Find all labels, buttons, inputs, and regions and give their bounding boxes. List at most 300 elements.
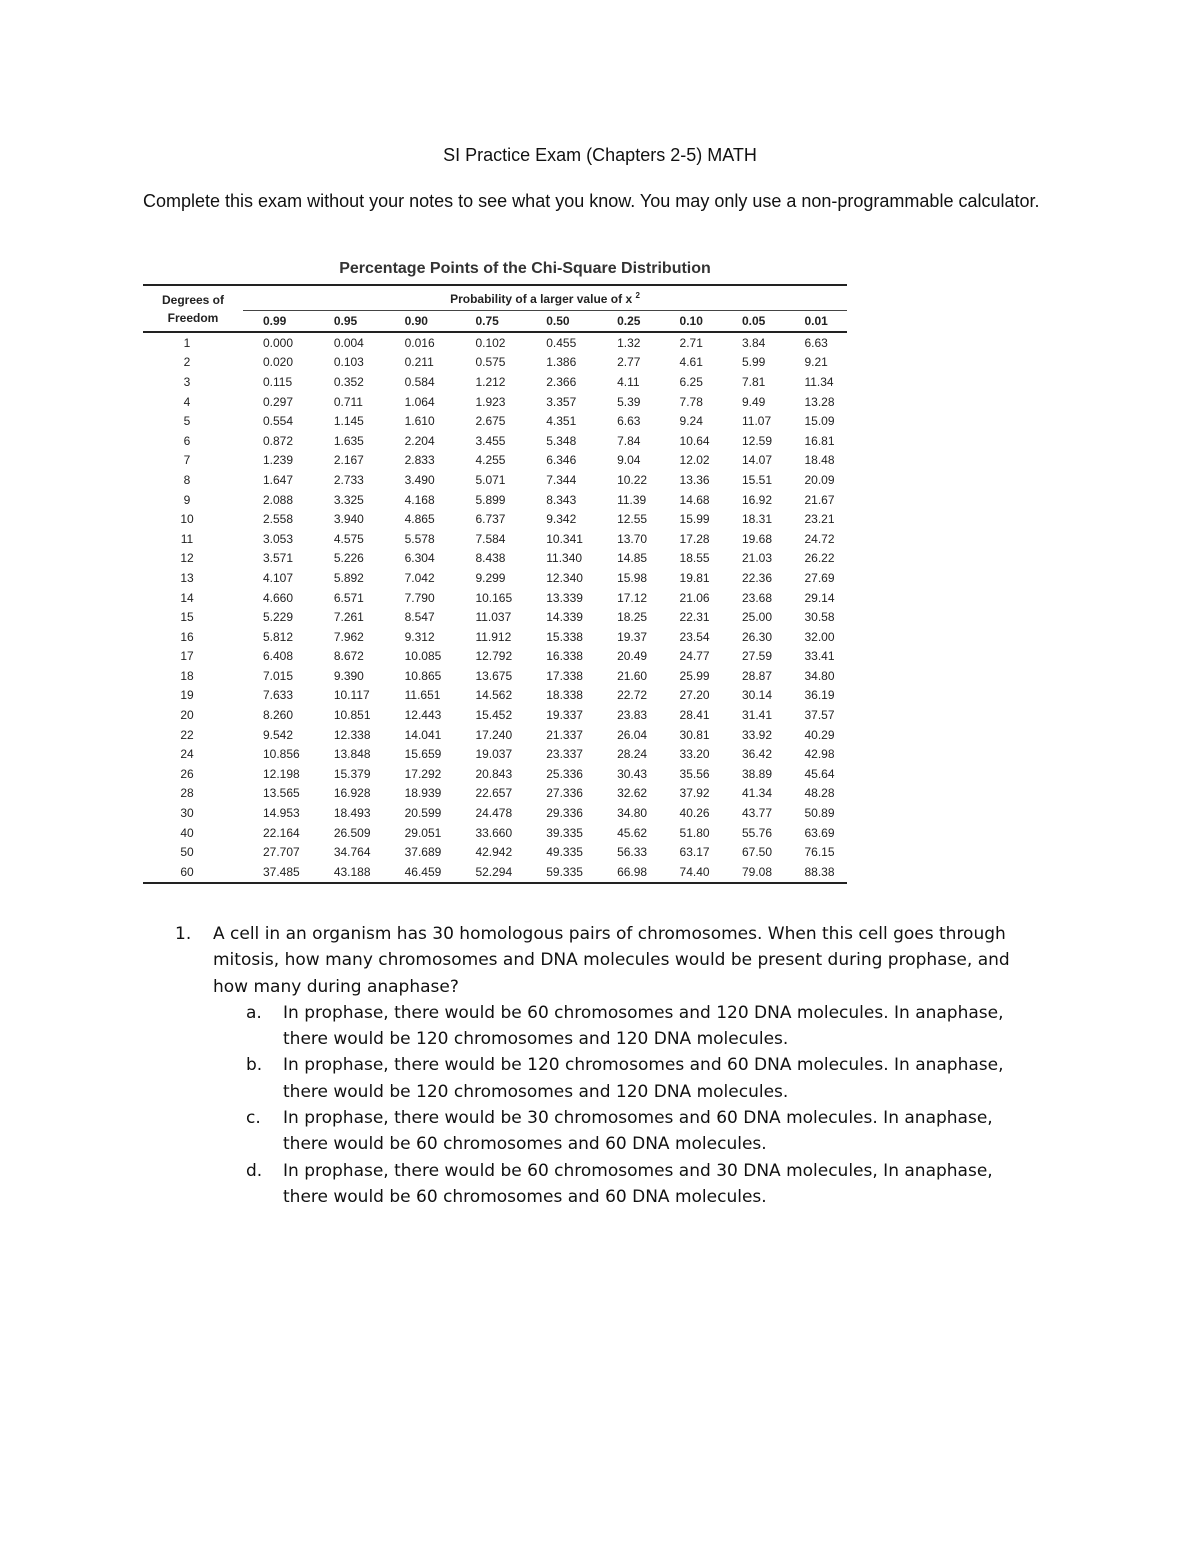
value-cell: 19.37 [617, 629, 648, 644]
value-cell: 18.939 [404, 786, 442, 801]
table-row [143, 529, 847, 549]
df-cell: 60 [143, 862, 243, 883]
df-cell: 18 [180, 668, 194, 683]
value-cell: 7.015 [263, 668, 294, 683]
value-cell: 17.338 [546, 668, 583, 683]
table-row [143, 647, 847, 667]
value-cell: 5.812 [263, 629, 294, 644]
value-cell: 26.04 [617, 727, 648, 742]
value-cell: 45.64 [804, 766, 835, 781]
value-cell: 21.337 [546, 727, 583, 742]
probability-header [243, 285, 847, 311]
value-cell: 21.03 [742, 551, 773, 566]
df-cell: 2 [183, 355, 191, 370]
value-cell: 32.00 [804, 629, 835, 644]
value-cell: 4.61 [679, 355, 703, 370]
value-cell: 10.165 [475, 590, 513, 605]
value-cell: 6.304 [404, 551, 435, 566]
value-cell: 31.41 [742, 708, 773, 723]
df-cell: 12 [180, 551, 194, 566]
value-cell: 7.261 [333, 610, 364, 625]
value-cell: 7.84 [617, 433, 641, 448]
value-cell: 18.48 [804, 453, 835, 468]
value-cell: 23.21 [804, 512, 835, 527]
answer-option [143, 1105, 1043, 1158]
value-cell: 6.63 [617, 414, 641, 429]
value-cell: 15.99 [679, 512, 710, 527]
column-header: 0.90 [385, 311, 456, 333]
value-cell: 25.00 [742, 610, 773, 625]
value-cell: 33.41 [804, 649, 835, 664]
value-cell: 2.088 [263, 492, 294, 507]
df-cell: 11 [180, 531, 194, 546]
value-cell: 12.338 [333, 727, 371, 742]
value-cell: 7.962 [333, 629, 364, 644]
value-cell: 16.928 [333, 786, 371, 801]
value-cell: 21.67 [804, 492, 835, 507]
value-cell: 8.547 [404, 610, 435, 625]
value-cell: 1.32 [617, 335, 641, 350]
value-cell: 2.366 [546, 374, 577, 389]
column-header: 0.75 [455, 311, 526, 333]
value-cell: 43.77 [742, 806, 773, 821]
value-cell: 63.69 [804, 825, 835, 840]
value-cell: 11.912 [475, 629, 512, 644]
table-row [143, 411, 847, 431]
value-cell: 67.50 [742, 845, 773, 860]
value-cell: 2.733 [333, 472, 364, 487]
value-cell: 39.335 [546, 825, 583, 840]
value-cell: 15.51 [742, 472, 773, 487]
value-cell: 22.657 [475, 786, 513, 801]
option-letter: b. [246, 1055, 263, 1076]
value-cell: 7.81 [742, 374, 766, 389]
value-cell: 2.167 [333, 453, 364, 468]
value-cell: 5.229 [263, 610, 294, 625]
value-cell: 9.342 [546, 512, 577, 527]
question-text: A cell in an organism has 30 homologous pairs of chromosomes. When this cell goes through mitosis, how many chromosomes and DNA molecules would be present during prophase, and how many during anaphase? [213, 924, 1010, 997]
value-cell: 15.09 [804, 414, 835, 429]
value-cell: 24.72 [804, 531, 835, 546]
value-cell: 10.117 [333, 688, 370, 703]
value-cell: 1.610 [404, 414, 435, 429]
value-cell: 10.22 [617, 472, 648, 487]
option-letter: c. [246, 1108, 261, 1129]
df-cell: 3 [183, 374, 191, 389]
value-cell: 12.55 [617, 512, 648, 527]
value-cell: 37.92 [679, 786, 710, 801]
value-cell: 33.92 [742, 727, 773, 742]
value-cell: 27.20 [679, 688, 710, 703]
value-cell: 0.872 [263, 433, 294, 448]
df-cell: 28 [180, 786, 194, 801]
value-cell: 1.212 [475, 374, 506, 389]
value-cell: 28.87 [742, 668, 773, 683]
value-cell: 46.459 [385, 862, 456, 883]
value-cell: 0.711 [333, 394, 363, 409]
value-cell: 2.77 [617, 355, 641, 370]
value-cell: 13.339 [546, 590, 583, 605]
value-cell: 49.335 [546, 845, 583, 860]
table-row [143, 686, 847, 706]
value-cell: 13.28 [804, 394, 835, 409]
value-cell: 0.016 [404, 335, 435, 350]
value-cell: 1.064 [404, 394, 435, 409]
table-row [143, 568, 847, 588]
value-cell: 29.336 [546, 806, 583, 821]
value-cell: 50.89 [804, 806, 835, 821]
value-cell: 37.57 [804, 708, 835, 723]
question-number: 1. [175, 924, 192, 944]
value-cell: 13.675 [475, 668, 513, 683]
value-cell: 12.340 [546, 570, 583, 585]
value-cell: 27.69 [804, 570, 835, 585]
value-cell: 11.07 [742, 414, 772, 429]
value-cell: 14.68 [679, 492, 710, 507]
value-cell: 7.78 [679, 394, 703, 409]
value-cell: 5.348 [546, 433, 577, 448]
value-cell: 0.115 [263, 374, 293, 389]
option-text: In prophase, there would be 60 chromosomes and 30 DNA molecules, In anaphase, there would be 60 chromosomes and 60 DNA molecules. [283, 1160, 993, 1207]
value-cell: 20.09 [804, 472, 835, 487]
value-cell: 5.892 [333, 570, 364, 585]
value-cell: 9.312 [404, 629, 435, 644]
value-cell: 27.59 [742, 649, 773, 664]
value-cell: 2.71 [679, 335, 703, 350]
answer-option [143, 1000, 1043, 1053]
value-cell: 4.575 [333, 531, 364, 546]
value-cell: 15.338 [546, 629, 583, 644]
value-cell: 36.19 [804, 688, 835, 703]
table-row [143, 764, 847, 784]
value-cell: 18.25 [617, 610, 648, 625]
value-cell: 0.297 [263, 394, 294, 409]
probability-header-superscript: 2 [635, 290, 640, 300]
table-row [143, 627, 847, 647]
value-cell: 27.336 [546, 786, 583, 801]
value-cell: 8.260 [263, 708, 294, 723]
value-cell: 25.99 [679, 668, 710, 683]
value-cell: 79.08 [722, 862, 784, 883]
value-cell: 26.509 [333, 825, 371, 840]
questions-list [143, 921, 1043, 1210]
value-cell: 35.56 [679, 766, 710, 781]
value-cell: 4.11 [617, 374, 640, 389]
value-cell: 3.940 [333, 512, 364, 527]
value-cell: 23.337 [546, 747, 583, 762]
value-cell: 0.575 [475, 355, 506, 370]
table-row [143, 470, 847, 490]
value-cell: 0.103 [333, 355, 364, 370]
value-cell: 40.29 [804, 727, 835, 742]
column-header-row [143, 311, 847, 333]
value-cell: 10.64 [679, 433, 710, 448]
value-cell: 13.848 [333, 747, 371, 762]
value-cell: 14.339 [546, 610, 583, 625]
value-cell: 34.764 [333, 845, 371, 860]
df-cell: 5 [183, 414, 191, 429]
value-cell: 12.198 [263, 766, 300, 781]
value-cell: 30.14 [742, 688, 773, 703]
option-text: In prophase, there would be 30 chromosomes and 60 DNA molecules. In anaphase, there would be 60 chromosomes and 60 DNA molecules. [283, 1108, 993, 1155]
page-title: SI Practice Exam (Chapters 2-5) MATH [443, 145, 757, 165]
df-cell: 8 [183, 472, 191, 487]
chi-square-table-section [143, 256, 847, 884]
value-cell: 1.635 [333, 433, 364, 448]
value-cell: 25.336 [546, 766, 583, 781]
value-cell: 28.41 [679, 708, 710, 723]
value-cell: 10.865 [404, 668, 442, 683]
value-cell: 23.68 [742, 590, 773, 605]
value-cell: 66.98 [597, 862, 659, 883]
value-cell: 19.68 [742, 531, 773, 546]
value-cell: 23.83 [617, 708, 648, 723]
df-cell: 22 [180, 727, 194, 742]
value-cell: 0.584 [404, 374, 435, 389]
value-cell: 10.851 [333, 708, 371, 723]
value-cell: 20.843 [475, 766, 513, 781]
value-cell: 63.17 [679, 845, 710, 860]
value-cell: 4.107 [263, 570, 294, 585]
value-cell: 76.15 [804, 845, 835, 860]
value-cell: 9.49 [742, 394, 766, 409]
value-cell: 7.633 [263, 688, 294, 703]
value-cell: 1.145 [333, 414, 364, 429]
value-cell: 29.051 [404, 825, 442, 840]
value-cell: 1.239 [263, 453, 294, 468]
value-cell: 38.89 [742, 766, 773, 781]
value-cell: 6.63 [804, 335, 828, 350]
df-header [143, 285, 243, 332]
value-cell: 9.04 [617, 453, 641, 468]
df-cell: 7 [183, 453, 191, 468]
value-cell: 2.675 [475, 414, 506, 429]
value-cell: 4.168 [404, 492, 435, 507]
table-row [143, 392, 847, 412]
value-cell: 2.833 [404, 453, 435, 468]
value-cell: 0.211 [404, 355, 434, 370]
column-header: 0.95 [314, 311, 385, 333]
df-cell: 10 [180, 512, 194, 527]
option-letter: d. [246, 1160, 263, 1181]
value-cell: 12.792 [475, 649, 513, 664]
value-cell: 8.672 [333, 649, 364, 664]
table-body [143, 332, 847, 883]
table-row [143, 666, 847, 686]
value-cell: 1.386 [546, 355, 577, 370]
option-text: In prophase, there would be 60 chromosomes and 120 DNA molecules. In anaphase, there would be 120 chromosomes and 120 DNA molecules. [283, 1002, 1004, 1050]
table-row [143, 490, 847, 510]
value-cell: 14.562 [475, 688, 513, 703]
column-header: 0.10 [660, 311, 722, 333]
value-cell: 22.164 [263, 825, 300, 840]
value-cell: 9.24 [679, 414, 703, 429]
value-cell: 45.62 [617, 825, 648, 840]
table-row [143, 451, 847, 471]
df-cell: 13 [180, 570, 194, 585]
value-cell: 11.037 [475, 610, 512, 625]
value-cell: 3.357 [546, 394, 577, 409]
value-cell: 13.565 [263, 786, 300, 801]
value-cell: 15.98 [617, 570, 648, 585]
value-cell: 34.80 [804, 668, 835, 683]
value-cell: 16.92 [742, 492, 773, 507]
value-cell: 34.80 [617, 806, 648, 821]
df-cell: 30 [180, 806, 194, 821]
option-text: In prophase, there would be 120 chromosomes and 60 DNA molecules. In anaphase, there would be 120 chromosomes and 120 DNA molecules. [283, 1055, 1004, 1102]
value-cell: 6.571 [333, 590, 364, 605]
value-cell: 52.294 [455, 862, 526, 883]
value-cell: 30.58 [804, 610, 835, 625]
value-cell: 36.42 [742, 747, 773, 762]
value-cell: 18.338 [546, 688, 583, 703]
value-cell: 7.790 [404, 590, 435, 605]
value-cell: 29.14 [804, 590, 835, 605]
value-cell: 30.81 [679, 727, 710, 742]
table-row [143, 744, 847, 764]
value-cell: 0.102 [475, 335, 506, 350]
value-cell: 1.923 [475, 394, 506, 409]
option-letter: a. [246, 1002, 262, 1023]
value-cell: 21.06 [679, 590, 710, 605]
column-header: 0.50 [526, 311, 597, 333]
value-cell: 9.21 [804, 355, 828, 370]
value-cell: 51.80 [679, 825, 710, 840]
value-cell: 0.352 [333, 374, 364, 389]
value-cell: 22.36 [742, 570, 773, 585]
value-cell: 3.053 [263, 531, 294, 546]
value-cell: 0.455 [546, 335, 577, 350]
value-cell: 0.004 [333, 335, 364, 350]
value-cell: 9.542 [263, 727, 294, 742]
value-cell: 17.28 [679, 531, 710, 546]
value-cell: 14.953 [263, 806, 300, 821]
value-cell: 19.037 [475, 747, 513, 762]
value-cell: 7.042 [404, 570, 435, 585]
df-cell: 6 [183, 433, 191, 448]
value-cell: 5.226 [333, 551, 364, 566]
value-cell: 7.584 [475, 531, 506, 546]
table-row [143, 705, 847, 725]
df-cell: 15 [180, 610, 194, 625]
column-header: 0.99 [243, 311, 314, 333]
value-cell: 20.49 [617, 649, 648, 664]
value-cell: 18.493 [333, 806, 371, 821]
value-cell: 3.455 [475, 433, 506, 448]
value-cell: 30.43 [617, 766, 648, 781]
value-cell: 14.85 [617, 551, 648, 566]
value-cell: 7.344 [546, 472, 577, 487]
value-cell: 8.343 [546, 492, 577, 507]
value-cell: 22.72 [617, 688, 648, 703]
value-cell: 6.25 [679, 374, 703, 389]
value-cell: 26.22 [804, 551, 835, 566]
value-cell: 37.485 [243, 862, 314, 883]
df-cell: 16 [180, 629, 194, 644]
value-cell: 3.84 [742, 335, 766, 350]
value-cell: 5.071 [475, 472, 506, 487]
value-cell: 17.240 [475, 727, 513, 742]
value-cell: 4.660 [263, 590, 294, 605]
answer-option [143, 1052, 1043, 1105]
value-cell: 14.041 [404, 727, 442, 742]
value-cell: 11.340 [546, 551, 583, 566]
value-cell: 1.647 [263, 472, 294, 487]
value-cell: 12.443 [404, 708, 442, 723]
probability-header-text: Probability of a larger value of x [450, 291, 633, 306]
table-row [143, 332, 847, 353]
value-cell: 13.70 [617, 531, 648, 546]
df-cell: 20 [180, 708, 194, 723]
value-cell: 6.346 [546, 453, 577, 468]
table-row [143, 509, 847, 529]
answer-option [143, 1158, 1043, 1211]
chi-square-table [143, 284, 847, 884]
value-cell: 8.438 [475, 551, 506, 566]
value-cell: 20.599 [404, 806, 442, 821]
value-cell: 6.737 [475, 512, 506, 527]
table-row [143, 372, 847, 392]
value-cell: 23.54 [679, 629, 710, 644]
value-cell: 11.34 [804, 374, 834, 389]
table-row [143, 803, 847, 823]
value-cell: 12.02 [679, 453, 710, 468]
value-cell: 59.335 [526, 862, 597, 883]
value-cell: 19.337 [546, 708, 583, 723]
value-cell: 56.33 [617, 845, 648, 860]
instructions: Complete this exam without your notes to see what you know. You may only use a non-programmable calculator. [143, 191, 1040, 211]
value-cell: 10.856 [263, 747, 300, 762]
value-cell: 3.325 [333, 492, 364, 507]
value-cell: 26.30 [742, 629, 773, 644]
value-cell: 19.81 [679, 570, 710, 585]
value-cell: 37.689 [404, 845, 442, 860]
table-row [143, 431, 847, 451]
value-cell: 27.707 [263, 845, 300, 860]
value-cell: 33.20 [679, 747, 710, 762]
column-header: 0.25 [597, 311, 659, 333]
df-cell: 14 [180, 590, 194, 605]
value-cell: 15.379 [333, 766, 371, 781]
value-cell: 32.62 [617, 786, 648, 801]
value-cell: 5.899 [475, 492, 506, 507]
df-cell: 19 [180, 688, 194, 703]
value-cell: 4.351 [546, 414, 577, 429]
question [143, 921, 1043, 1000]
value-cell: 16.81 [804, 433, 835, 448]
df-cell: 4 [183, 394, 191, 409]
value-cell: 3.490 [404, 472, 435, 487]
value-cell: 3.571 [263, 551, 294, 566]
value-cell: 88.38 [784, 862, 847, 883]
value-cell: 14.07 [742, 453, 773, 468]
value-cell: 0.020 [263, 355, 294, 370]
value-cell: 11.651 [404, 688, 441, 703]
value-cell: 13.36 [679, 472, 710, 487]
value-cell: 10.341 [546, 531, 583, 546]
table-row [143, 784, 847, 804]
value-cell: 24.478 [475, 806, 513, 821]
df-cell: 40 [180, 825, 194, 840]
value-cell: 0.554 [263, 414, 294, 429]
value-cell: 2.558 [263, 512, 294, 527]
value-cell: 74.40 [660, 862, 722, 883]
value-cell: 2.204 [404, 433, 435, 448]
table-row [143, 725, 847, 745]
table-row [143, 607, 847, 627]
value-cell: 42.98 [804, 747, 835, 762]
value-cell: 28.24 [617, 747, 648, 762]
